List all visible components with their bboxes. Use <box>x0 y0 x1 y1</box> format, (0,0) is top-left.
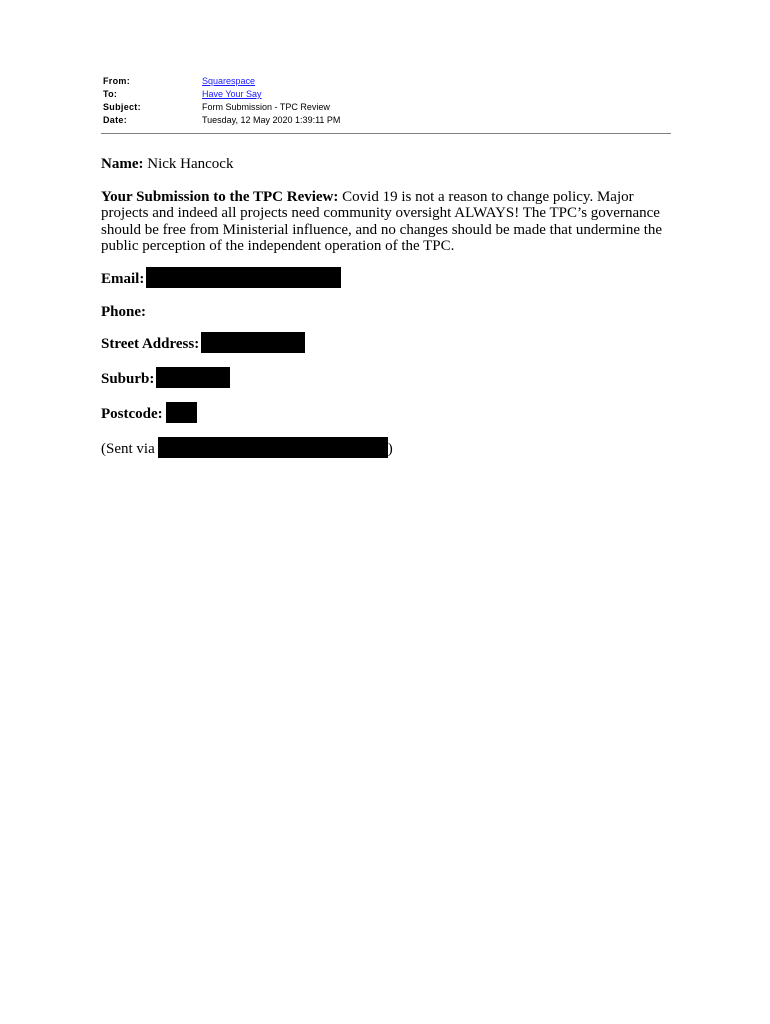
email-redaction <box>146 267 341 288</box>
subject-row <box>103 101 340 114</box>
phone-label: Phone: <box>101 303 146 320</box>
from-link[interactable]: Squarespace <box>202 76 256 86</box>
submission-field <box>101 189 673 255</box>
sent-via-line <box>101 439 673 460</box>
submission-text: Covid 19 is not a reason to change policy. Major projects and indeed all projects need community oversight ALWAYS! The TPC’s governance should be free from Ministerial influence, and no changes should be made that undermine the public perception of the independent operation of the TPC. <box>101 188 663 254</box>
subject-label: Subject: <box>103 102 141 112</box>
suburb-label: Suburb: <box>101 370 155 387</box>
street-address-field <box>101 334 673 355</box>
from-row <box>103 75 340 88</box>
subject-value: Form Submission - TPC Review <box>202 102 330 112</box>
postcode-label: Postcode: <box>101 405 163 422</box>
to-row <box>103 88 340 101</box>
sent-via-prefix: (Sent via <box>101 440 155 457</box>
postcode-redaction <box>166 402 197 423</box>
header-divider <box>101 133 671 134</box>
phone-field <box>101 304 673 321</box>
date-row <box>103 114 340 127</box>
name-value: Nick Hancock <box>147 156 234 172</box>
name-field <box>101 156 673 173</box>
postcode-field <box>101 404 673 425</box>
suburb-field <box>101 369 673 390</box>
email-header <box>103 75 340 127</box>
email-label: Email: <box>101 270 145 287</box>
form-body <box>101 156 673 460</box>
to-label: To: <box>103 89 118 99</box>
date-value: Tuesday, 12 May 2020 1:39:11 PM <box>202 115 341 125</box>
to-link[interactable]: Have Your Say <box>202 89 262 99</box>
name-label: Name: <box>101 156 144 172</box>
from-label: From: <box>103 76 130 86</box>
email-field <box>101 269 673 290</box>
sent-via-redaction <box>158 437 388 458</box>
street-address-label: Street Address: <box>101 335 200 352</box>
date-label: Date: <box>103 115 128 125</box>
suburb-redaction <box>156 367 230 388</box>
street-address-redaction <box>201 332 305 353</box>
sent-via-suffix: ) <box>387 440 393 457</box>
submission-label: Your Submission to the TPC Review: <box>101 188 339 205</box>
